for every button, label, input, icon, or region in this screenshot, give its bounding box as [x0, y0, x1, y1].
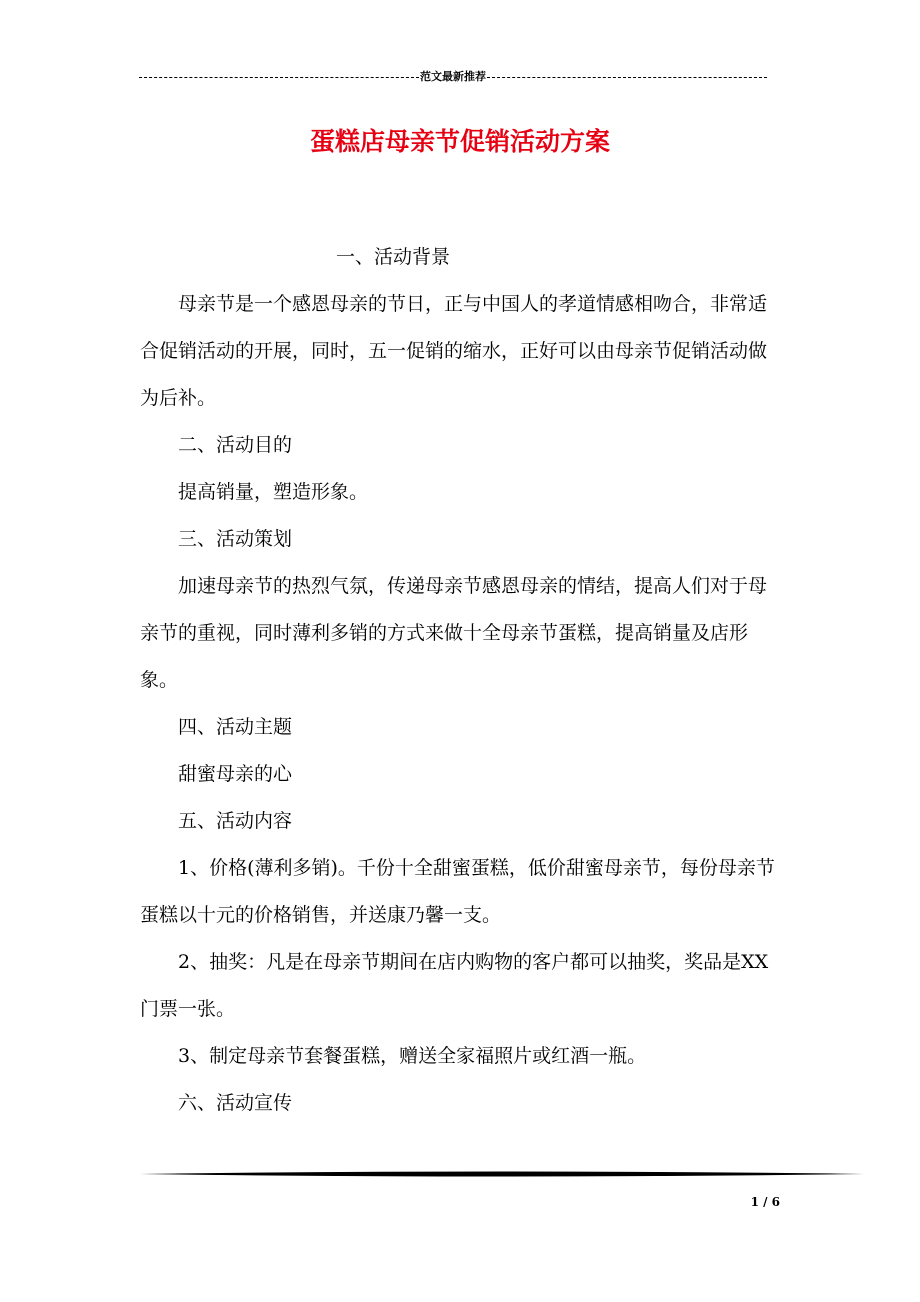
paragraph-content-lottery: 2、抽奖：凡是在母亲节期间在店内购物的客户都可以抽奖，奖品是XX门票一张。: [140, 951, 769, 1020]
section-heading-goal: 二、活动目的: [178, 434, 293, 456]
paragraph-goal: 提高销量，塑造形象。: [178, 481, 369, 503]
section-heading-promotion: 六、活动宣传: [178, 1092, 293, 1114]
section-heading-background: 一、活动背景: [336, 246, 451, 268]
section-heading-theme: 四、活动主题: [178, 716, 293, 738]
paragraph-background: 母亲节是一个感恩母亲的节日，正与中国人的孝道情感相吻合，非常适合促销活动的开展，同时，五一促销的缩水，正好可以由母亲节促销活动做为后补。: [140, 293, 768, 409]
page-number: 1 / 6: [750, 1195, 780, 1209]
header-dash-right: [487, 77, 767, 78]
document-title: 蛋糕店母亲节促销活动方案: [309, 127, 610, 156]
paragraph-content-price: 1、价格(薄利多销)。千份十全甜蜜蛋糕，低价甜蜜母亲节，每份母亲节蛋糕以十元的价格销售，并送康乃馨一支。: [140, 857, 775, 926]
section-heading-planning: 三、活动策划: [178, 528, 293, 550]
paragraph-theme: 甜蜜母亲的心: [178, 763, 293, 785]
document-body: [140, 234, 780, 1127]
header-dash-left: [139, 77, 419, 78]
footer-rule: [140, 1170, 864, 1178]
paragraph-planning: 加速母亲节的热烈气氛，传递母亲节感恩母亲的情结，提高人们对于母亲节的重视，同时薄利多销的方式来做十全母亲节蛋糕，提高销量及店形象。: [140, 575, 768, 691]
paragraph-content-package: 3、制定母亲节套餐蛋糕，赠送全家福照片或红酒一瓶。: [178, 1045, 647, 1067]
section-heading-content: 五、活动内容: [178, 810, 293, 832]
page-header: [139, 67, 767, 87]
header-label: 范文最新推荐: [420, 70, 486, 83]
